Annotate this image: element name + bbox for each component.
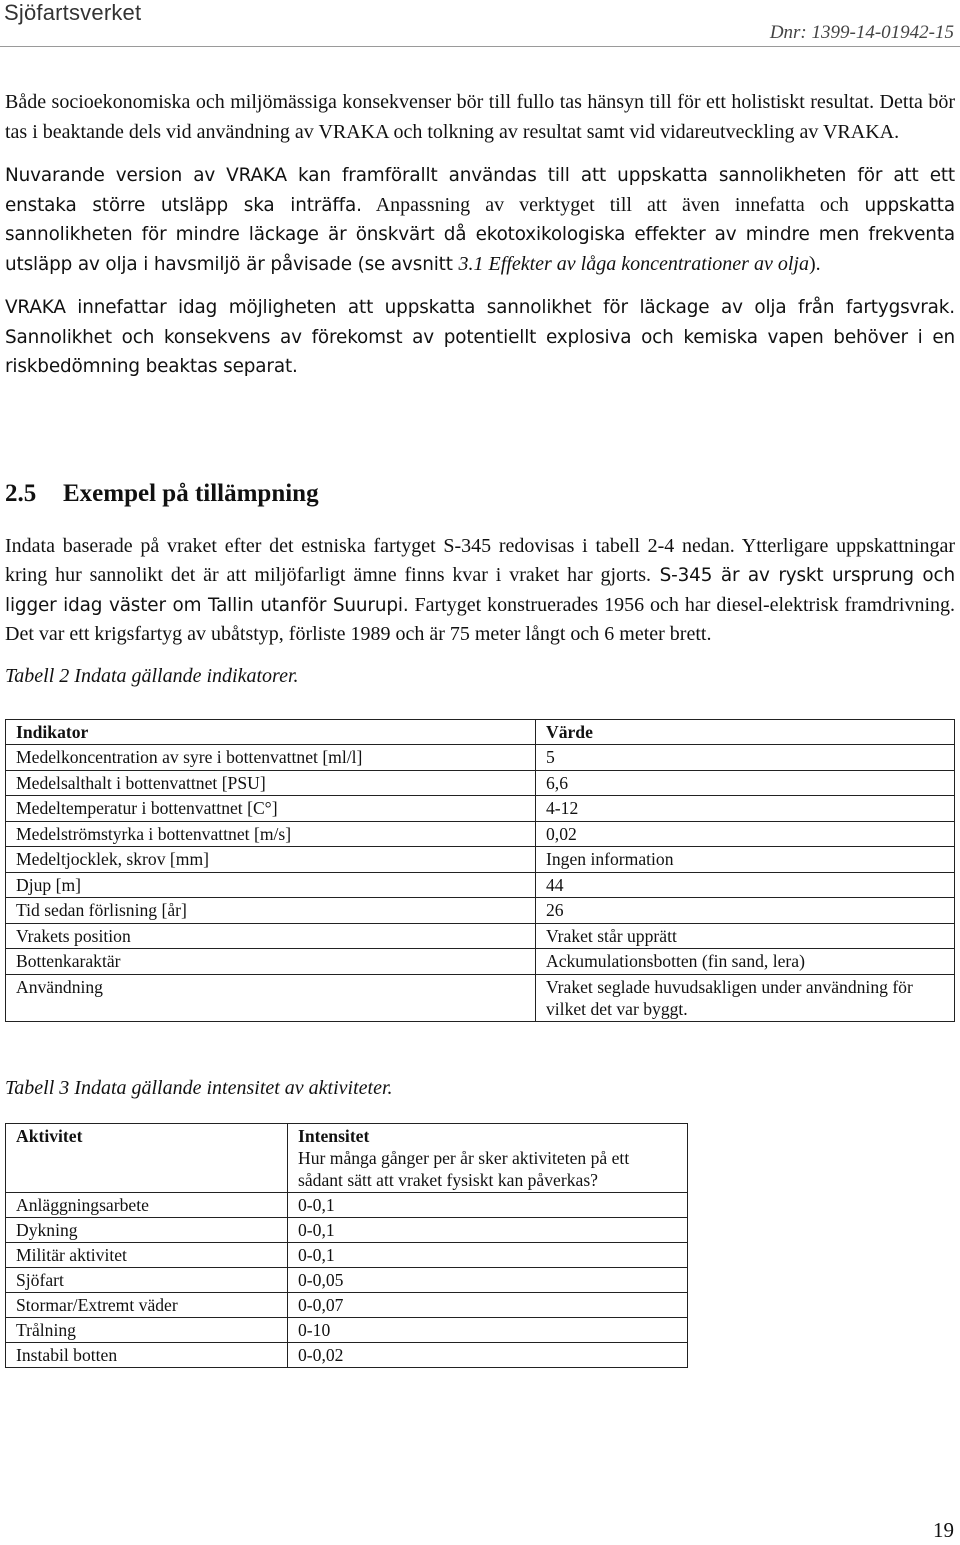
indicator-cell: Medelströmstyrka i bottenvattnet [m/s] bbox=[6, 821, 536, 847]
value-cell: Ackumulationsbotten (fin sand, lera) bbox=[536, 949, 955, 975]
header-indicator: Indikator bbox=[6, 719, 536, 745]
table-row bbox=[6, 1342, 688, 1367]
table-row bbox=[6, 796, 955, 822]
activity-cell: Anläggningsarbete bbox=[6, 1192, 288, 1217]
section-heading bbox=[5, 478, 955, 510]
paragraph-current-version bbox=[5, 161, 955, 279]
activity-cell: Stormar/Extremt väder bbox=[6, 1292, 288, 1317]
header-intensity: Intensitet bbox=[298, 1125, 370, 1146]
intensity-cell: 0-0,1 bbox=[288, 1217, 688, 1242]
table-row bbox=[6, 847, 955, 873]
paragraph-example-part-3: Fartyget konstruerades 1956 och har diesel-elektrisk framdrivning. Det var ett krigsfartyg av ubåtstyp, förliste 1989 och är 75 meter långt och 6 meter brett. bbox=[5, 593, 956, 645]
header-value: Värde bbox=[536, 719, 955, 745]
table-row bbox=[6, 745, 955, 771]
activity-cell: Trålning bbox=[6, 1317, 288, 1342]
activity-cell: Sjöfart bbox=[6, 1267, 288, 1292]
table-row bbox=[6, 821, 955, 847]
section-title: Exempel på tillämpning bbox=[63, 479, 319, 507]
paragraph-example bbox=[5, 532, 955, 650]
paragraph-vraka-leakage-part-2: Sannolikhet och konsekvens av förekomst av potentiellt explosiva och kemiska vapen behöver i en riskbedömning beaktas separat. bbox=[5, 326, 955, 377]
intensity-cell: 0-0,1 bbox=[288, 1192, 688, 1217]
indicator-cell: Vrakets position bbox=[6, 923, 536, 949]
value-cell: 6,6 bbox=[536, 770, 955, 796]
indicator-cell: Medelkoncentration av syre i bottenvattnet [ml/l] bbox=[6, 745, 536, 771]
indicator-cell: Medeltjocklek, skrov [mm] bbox=[6, 847, 536, 873]
activity-table bbox=[5, 1123, 688, 1368]
paragraph-current-version-part-3: uppskatta sannolikheten för mindre läckage är önskvärt då ekotoxikologiska effekter av mindre men frekventa utsläpp av olja i havsmiljö är påvisade (se avsnitt bbox=[5, 194, 955, 275]
activity-cell: Dykning bbox=[6, 1217, 288, 1242]
table-row bbox=[6, 1292, 688, 1317]
value-cell: 26 bbox=[536, 898, 955, 924]
intensity-cell: 0-0,1 bbox=[288, 1242, 688, 1267]
activity-cell: Instabil botten bbox=[6, 1342, 288, 1367]
paragraph-example-part-1: Indata baserade på vraket efter det estniska fartyget S-345 redovisas i tabell 2-4 nedan. Ytterligare uppskattningar kring hur sannolikt det är att miljöfarligt ämne finns kvar i vraket har gjorts. bbox=[5, 534, 955, 586]
table-2-caption: Tabell 2 Indata gällande indikatorer. bbox=[5, 664, 299, 687]
table-row bbox=[6, 949, 955, 975]
paragraph-vraka-leakage-part-1: VRAKA innefattar idag möjligheten att uppskatta sannolikhet för läckage av olja från fartygsvrak. bbox=[5, 297, 955, 318]
table-row bbox=[6, 1267, 688, 1292]
page-number: 19 bbox=[933, 1518, 954, 1542]
paragraph-vraka-leakage bbox=[5, 293, 955, 382]
value-cell: Vraket står upprätt bbox=[536, 923, 955, 949]
paragraph-current-version-end: ). bbox=[808, 252, 821, 275]
header-intensity-cell bbox=[288, 1123, 688, 1192]
paragraph-current-version-part-1: Nuvarande version av VRAKA kan framförallt användas till att uppskatta sannolikheten för att ett enstaka större utsläpp ska inträffa. bbox=[5, 165, 955, 216]
table-row bbox=[6, 1317, 688, 1342]
table-row bbox=[6, 1217, 688, 1242]
value-cell: Vraket seglade huvudsakligen under användning för vilket det var byggt. bbox=[536, 974, 955, 1021]
paragraph-consequences: Både socioekonomiska och miljömässiga konsekvenser bör till fullo tas hänsyn till för ett holistiskt resultat. Detta bör tas i beaktande dels vid användning av VRAKA och tolkning av resultat samt vid vidareutveckling av VRAKA. bbox=[5, 91, 955, 143]
value-cell: 0,02 bbox=[536, 821, 955, 847]
value-cell: 44 bbox=[536, 872, 955, 898]
table-row bbox=[6, 974, 955, 1021]
table-row bbox=[6, 1192, 688, 1217]
indicator-cell: Djup [m] bbox=[6, 872, 536, 898]
intensity-cell: 0-10 bbox=[288, 1317, 688, 1342]
table-header-row bbox=[6, 1123, 688, 1192]
page-header bbox=[0, 0, 960, 47]
organization-name: Sjöfartsverket bbox=[4, 0, 142, 25]
intensity-cell: 0-0,02 bbox=[288, 1342, 688, 1367]
section-number: 2.5 bbox=[5, 479, 37, 507]
table-row bbox=[6, 923, 955, 949]
table-row bbox=[6, 872, 955, 898]
paragraph-current-version-part-2: Anpassning av verktyget till att även innefatta och bbox=[361, 193, 849, 216]
section-reference: 3.1 Effekter av låga koncentrationer av olja bbox=[458, 252, 809, 275]
intensity-cell: 0-0,07 bbox=[288, 1292, 688, 1317]
document-number: Dnr: 1399-14-01942-15 bbox=[769, 22, 954, 43]
indicator-cell: Medelsalthalt i bottenvattnet [PSU] bbox=[6, 770, 536, 796]
value-cell: 5 bbox=[536, 745, 955, 771]
table-row bbox=[6, 1242, 688, 1267]
indicator-cell: Tid sedan förlisning [år] bbox=[6, 898, 536, 924]
value-cell: 4-12 bbox=[536, 796, 955, 822]
indicator-cell: Medeltemperatur i bottenvattnet [C°] bbox=[6, 796, 536, 822]
header-intensity-note: Hur många gånger per år sker aktiviteten på ett sådant sätt att vraket fysiskt kan påverkas? bbox=[298, 1147, 630, 1190]
intensity-cell: 0-0,05 bbox=[288, 1267, 688, 1292]
paragraph-example-part-2: S-345 är av ryskt ursprung och ligger idag väster om Tallin utanför Suurupi. bbox=[5, 565, 955, 616]
table-row bbox=[6, 898, 955, 924]
header-activity: Aktivitet bbox=[6, 1123, 288, 1192]
activity-cell: Militär aktivitet bbox=[6, 1242, 288, 1267]
indicator-table bbox=[5, 719, 955, 1022]
table-3-caption: Tabell 3 Indata gällande intensitet av aktiviteter. bbox=[5, 1076, 393, 1099]
indicator-cell: Bottenkaraktär bbox=[6, 949, 536, 975]
table-header-row bbox=[6, 719, 955, 745]
page-content bbox=[5, 88, 955, 1368]
value-cell: Ingen information bbox=[536, 847, 955, 873]
indicator-cell: Användning bbox=[6, 974, 536, 1021]
table-row bbox=[6, 770, 955, 796]
